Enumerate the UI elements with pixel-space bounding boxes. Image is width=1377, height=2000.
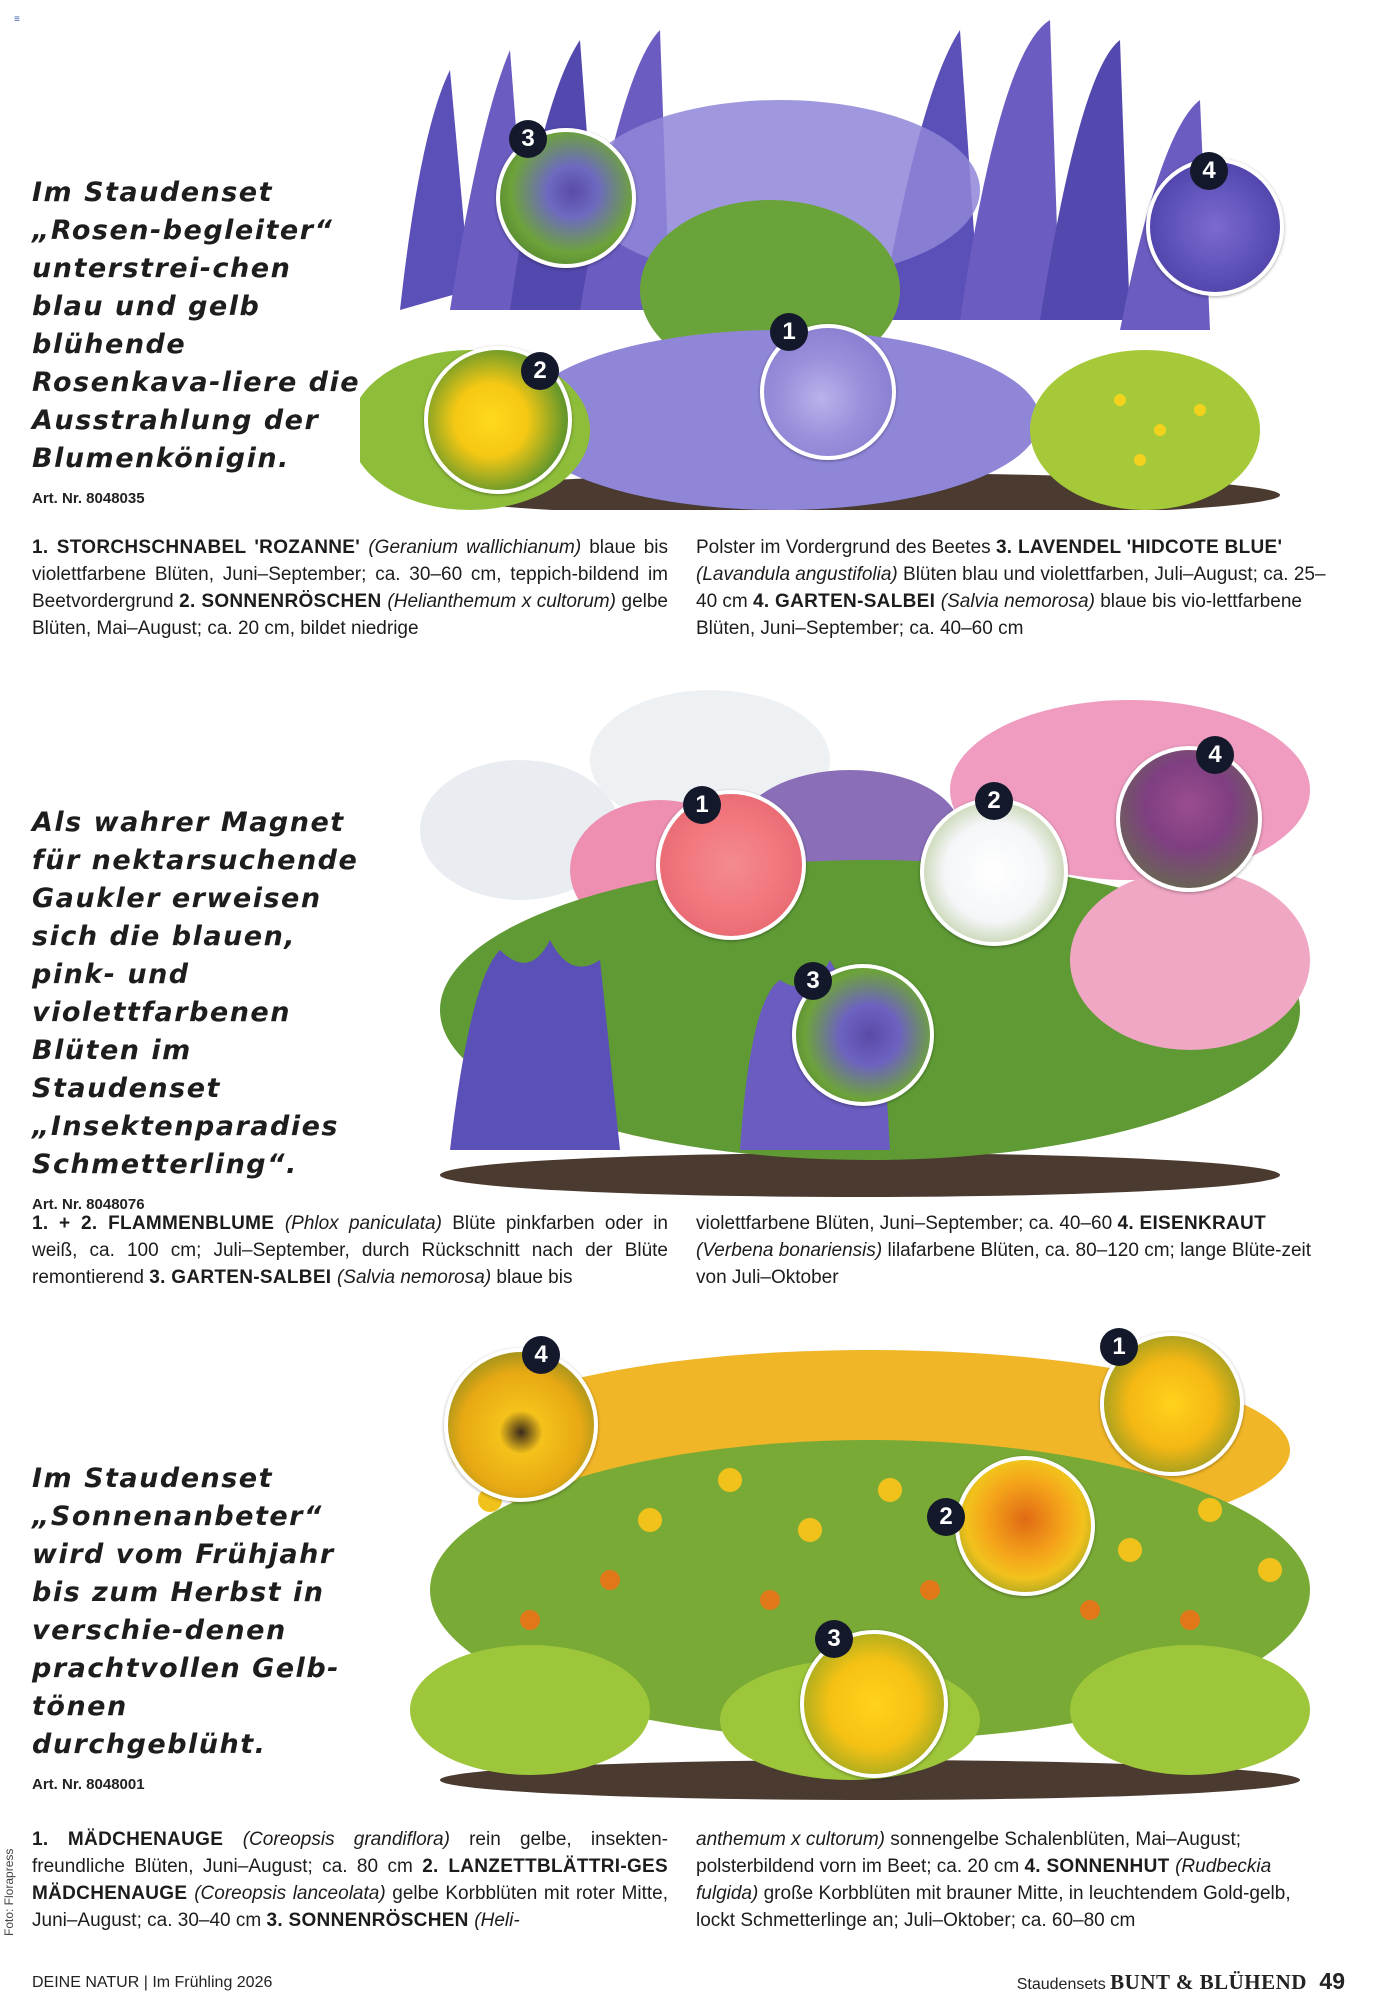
botanical-name: (Salvia nemorosa) bbox=[336, 1267, 492, 1288]
plant-name: 3. LAVENDEL 'HIDCOTE BLUE' bbox=[995, 537, 1283, 558]
description-text: gelbe Blüten, Mai–August; ca. 20 cm, bildet niedrige bbox=[32, 591, 668, 639]
plant-name: 2. SONNENRÖSCHEN bbox=[179, 591, 388, 612]
badge-1: 1 bbox=[683, 786, 721, 824]
article-number: Art. Nr. 8048035 bbox=[32, 490, 145, 507]
badge-4: 4 bbox=[1190, 152, 1228, 190]
plant-name: 1. + 2. FLAMMENBLUME bbox=[32, 1213, 285, 1234]
page-number: 49 bbox=[1319, 1968, 1345, 1994]
footer-brand: BUNT & BLÜHEND bbox=[1110, 1970, 1307, 1994]
description-left bbox=[32, 534, 668, 642]
intro-text: Im Staudenset „Sonnenanbeter“ wird vom Frühjahr bis zum Herbst in verschie-denen prachtvollen Gelb-tönen durchgeblüht. bbox=[32, 1463, 340, 1760]
description-text: große Korbblüten mit brauner Mitte, in leuchtendem Gold-gelb, lockt Schmetterlinge an; Juli–Oktober; ca. 60–80 cm bbox=[696, 1883, 1291, 1931]
botanical-name: (Rudbeckia fulgida) bbox=[696, 1856, 1272, 1904]
article-number: Art. Nr. 8048076 bbox=[32, 1196, 145, 1213]
botanical-name: anthemum x cultorum) bbox=[696, 1829, 886, 1850]
botanical-name: (Lavandula angustifolia) bbox=[696, 564, 898, 585]
helianthemum-mound-right bbox=[1030, 350, 1260, 510]
badge-1: 1 bbox=[770, 313, 808, 351]
plant-name: 3. SONNENRÖSCHEN bbox=[266, 1910, 475, 1931]
description-left bbox=[32, 1826, 668, 1934]
plant-photo-1 bbox=[656, 790, 806, 940]
description-right bbox=[696, 1210, 1332, 1291]
botanical-name: (Geranium wallichianum) bbox=[368, 537, 582, 558]
photo-credit: Foto: Florapress bbox=[2, 1848, 16, 1936]
plant-name: 2. LANZETTBLÄTTRI-GES MÄDCHENAUGE bbox=[32, 1856, 668, 1904]
botanical-name: (Heli- bbox=[474, 1910, 520, 1931]
plant-photo-4 bbox=[444, 1348, 598, 1502]
badge-3: 3 bbox=[815, 1620, 853, 1658]
plant-name: 4. GARTEN-SALBEI bbox=[753, 591, 941, 612]
description-text: blaue bis vio-lettfarbene Blüten, Juni–September; ca. 40–60 cm bbox=[696, 591, 1302, 639]
description-text: gelbe Korbblüten mit roter Mitte, Juni–August; ca. 30–40 cm bbox=[32, 1883, 668, 1931]
plant-name: 1. MÄDCHENAUGE bbox=[32, 1829, 243, 1850]
botanical-name: (Coreopsis grandiflora) bbox=[242, 1829, 450, 1850]
plant-name: 1. STORCHSCHNABEL 'ROZANNE' bbox=[32, 537, 369, 558]
badge-2: 2 bbox=[975, 782, 1013, 820]
description-text: Blüten blau und violettfarben, Juli–August; ca. 25–40 cm bbox=[696, 564, 1326, 612]
description-text: Blüte pinkfarben oder in weiß, ca. 100 cm; Juli–September, durch Rückschnitt nach der Blüte remontierend bbox=[32, 1213, 668, 1288]
badge-2: 2 bbox=[927, 1498, 965, 1536]
intro-block bbox=[32, 174, 362, 507]
botanical-name: (Phlox paniculata) bbox=[284, 1213, 442, 1234]
badge-1: 1 bbox=[1100, 1328, 1138, 1366]
badge-4: 4 bbox=[1196, 736, 1234, 774]
description-right bbox=[696, 534, 1332, 642]
plant-photo-4 bbox=[1116, 746, 1262, 892]
botanical-name: (Helianthemum x cultorum) bbox=[387, 591, 616, 612]
plant-photo-2 bbox=[920, 798, 1068, 946]
intro-block bbox=[32, 1460, 362, 1793]
botanical-name: (Verbena bonariensis) bbox=[696, 1240, 883, 1261]
footer-publication: DEINE NATUR | Im Frühling 2026 bbox=[32, 1974, 273, 1991]
footer-prefix: Staudensets bbox=[1016, 1976, 1106, 1993]
badge-4: 4 bbox=[522, 1336, 560, 1374]
description-text: blaue bis violettfarbene Blüten, Juni–September; ca. 30–60 cm, teppich-bildend im Beetvordergrund bbox=[32, 537, 668, 612]
intro-block bbox=[32, 804, 362, 1213]
helianthemum-left bbox=[410, 1645, 650, 1775]
helianthemum-right bbox=[1070, 1645, 1310, 1775]
description-text: Polster im Vordergrund des Beetes bbox=[696, 537, 996, 558]
description-text: blaue bis bbox=[491, 1267, 573, 1288]
plant-photo-2 bbox=[955, 1456, 1095, 1596]
badge-3: 3 bbox=[509, 120, 547, 158]
badge-3: 3 bbox=[794, 962, 832, 1000]
plant-name: 4. SONNENHUT bbox=[1024, 1856, 1176, 1877]
description-text: rein gelbe, insekten-freundliche Blüten, Juni–August; ca. 80 cm bbox=[32, 1829, 668, 1877]
description-text: lilafarbene Blüten, ca. 80–120 cm; lange Blüte-zeit von Juli–Oktober bbox=[696, 1240, 1312, 1288]
footer-section bbox=[1017, 1968, 1345, 1995]
plant-name: 3. GARTEN-SALBEI bbox=[149, 1267, 337, 1288]
description-right bbox=[696, 1826, 1332, 1934]
article-number: Art. Nr. 8048001 bbox=[32, 1776, 145, 1793]
botanical-name: (Coreopsis lanceolata) bbox=[194, 1883, 386, 1904]
plant-name: 4. EISENKRAUT bbox=[1117, 1213, 1266, 1234]
description-left bbox=[32, 1210, 668, 1291]
botanical-name: (Salvia nemorosa) bbox=[940, 591, 1095, 612]
corner-mark: ≡ bbox=[14, 14, 20, 25]
badge-2: 2 bbox=[521, 352, 559, 390]
phlox-pink-right-low bbox=[1070, 870, 1310, 1050]
description-text: sonnengelbe Schalenblüten, Mai–August; polsterbildend vorn im Beet; ca. 20 cm bbox=[696, 1829, 1241, 1877]
description-text: violettfarbene Blüten, Juni–September; ca. 40–60 bbox=[696, 1213, 1118, 1234]
intro-text: Als wahrer Magnet für nektarsuchende Gaukler erweisen sich die blauen, pink- und violettfarbenen Blüten im Staudenset „Insektenparadies Schmetterling“. bbox=[32, 807, 359, 1180]
intro-text: Im Staudenset „Rosen-begleiter“ unterstrei-chen blau und gelb blühende Rosenkava-liere die Ausstrahlung der Blumenkönigin. bbox=[32, 177, 361, 474]
